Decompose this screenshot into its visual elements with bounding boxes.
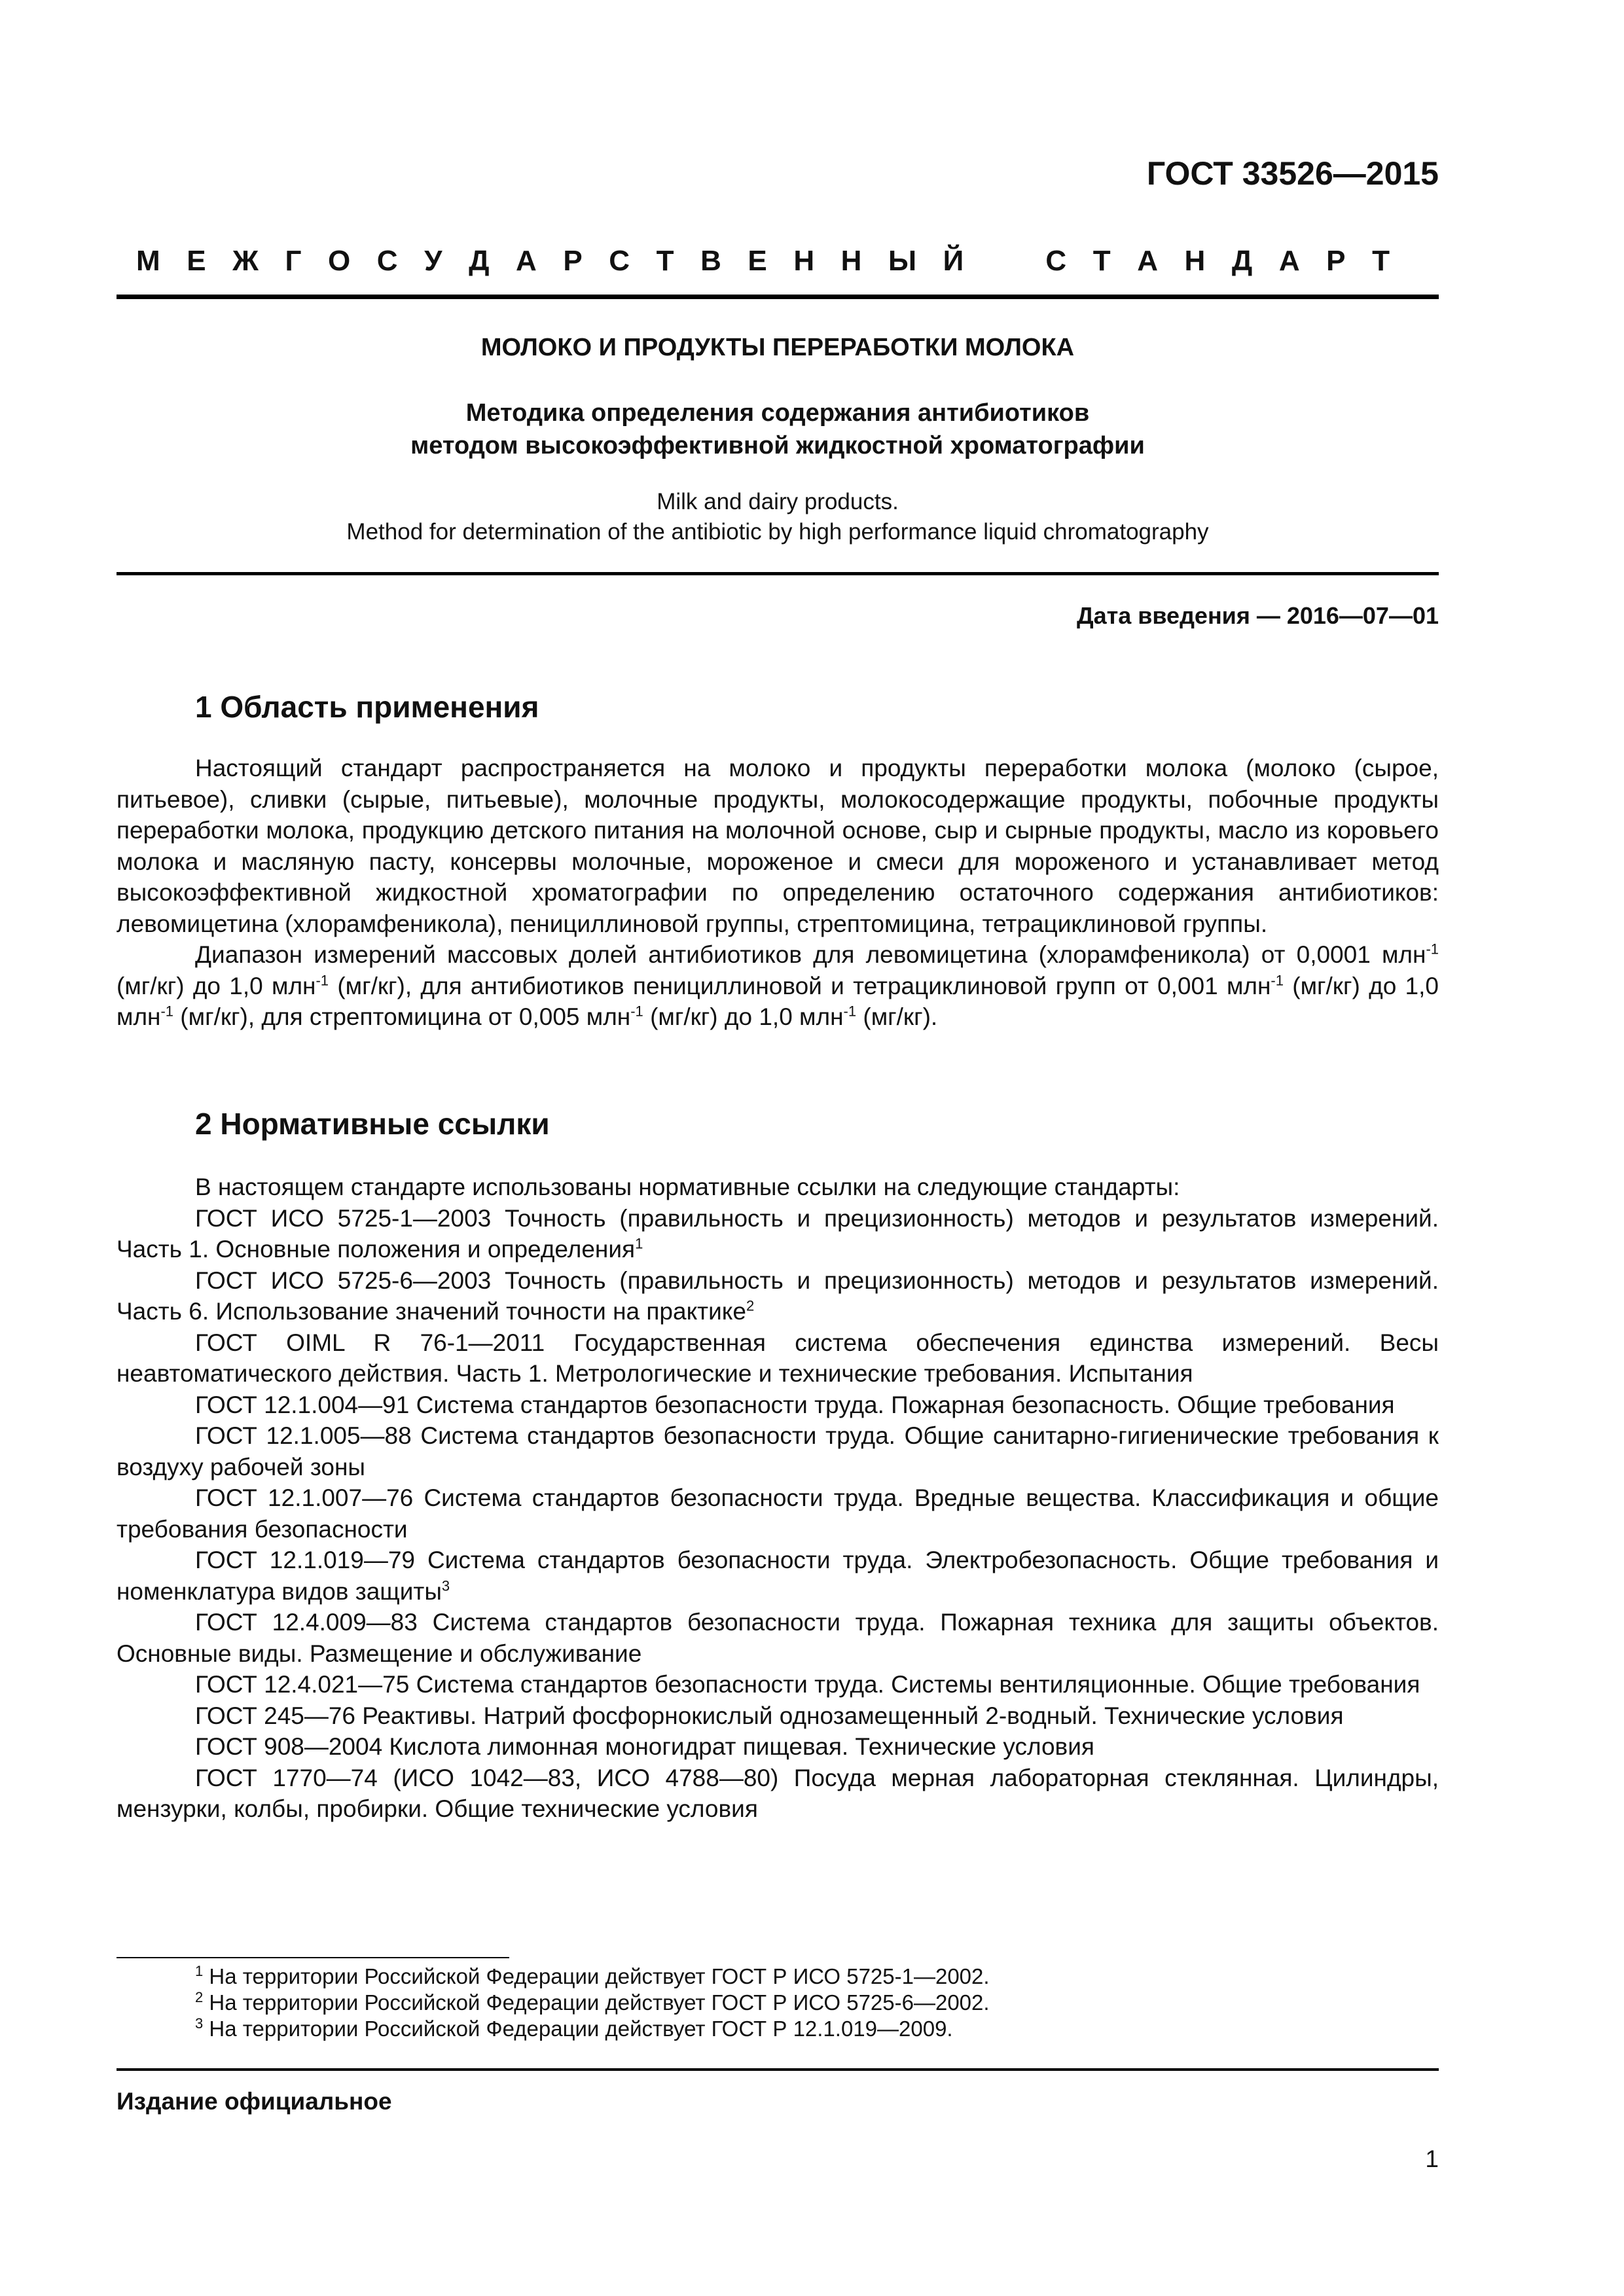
official-edition-label: Издание официальное [117, 2088, 392, 2115]
header-rule [117, 295, 1439, 299]
banner-letter: А [1137, 245, 1158, 277]
document-page [117, 0, 1439, 2296]
section-1-body [117, 753, 1439, 1033]
banner-letter: Ж [232, 245, 259, 277]
banner-letter: У [424, 245, 442, 277]
page-number: 1 [1425, 2145, 1439, 2172]
footnote-separator [117, 1957, 509, 1958]
banner-letter: В [700, 245, 721, 277]
banner-letter: Д [1231, 245, 1253, 277]
banner-letter: А [516, 245, 537, 277]
banner-letter: Д [469, 245, 490, 277]
banner-letter: С [609, 245, 630, 277]
subtitle-line-1: Методика определения содержания антибиотиков [465, 399, 1090, 427]
english-title-line-2: Method for determination of the antibiotic by high performance liquid chromatography [346, 519, 1209, 545]
banner-letter: Е [187, 245, 206, 277]
subtitle-line-2: методом высокоэффективной жидкостной хроматографии [410, 432, 1145, 459]
reference-item: ГОСТ 1770—74 (ИСО 1042—83, ИСО 4788—80) Посуда мерная лабораторная стеклянная. Цилиндры, мензурки, колбы, пробирки. Общие технические условия [117, 1764, 1439, 1822]
footer-rule [117, 2068, 1439, 2071]
interstate-standard-banner [136, 245, 1390, 278]
footnote-marker: 2 [746, 1297, 755, 1314]
banner-letter: Г [285, 245, 302, 277]
standard-code: ГОСТ 33526—2015 [1146, 155, 1439, 192]
reference-item: ГОСТ 12.1.019—79 Система стандартов безопасности труда. Электробезопасность. Общие требования и номенклатура видов защиты$^3$ [117, 1547, 1439, 1605]
section-1-heading: 1 Область применения [195, 690, 539, 724]
references-intro: В настоящем стандарте использованы нормативные ссылки на следующие стандарты: [195, 1174, 1180, 1200]
banner-letter: Й [943, 245, 964, 277]
section-2-heading: 2 Нормативные ссылки [195, 1107, 550, 1141]
document-subtitle [117, 397, 1439, 462]
banner-letter: С [376, 245, 398, 277]
footnote-marker: 1 [635, 1235, 643, 1252]
footnote-item: $^1$ На территории Российской Федерации действует ГОСТ Р ИСО 5725-1—2002. [195, 1963, 990, 1988]
section-2-body [117, 1172, 1439, 1825]
footnotes [195, 1964, 990, 2042]
banner-letter: Н [793, 245, 815, 277]
range-paragraph: Диапазон измерений массовых долей антибиотиков для левомицетина (хлорамфеникола) от 0,0001 млн$^{-1}$ (мг/кг) до 1,0 млн$^{-1}$ (мг/кг), для антибиотиков пенициллиновой и тетрациклиновой групп от 0,001 млн$^{-1}$ (мг/кг) до 1,0 млн$^{-1}$ (мг/кг), для стрептомицина от 0,005 млн$^{-1}$ (мг/кг) до 1,0 млн$^{-1}$ (мг/кг). [117, 941, 1439, 1030]
title-rule [117, 572, 1439, 575]
reference-item: ГОСТ 12.4.021—75 Система стандартов безопасности труда. Системы вентиляционные. Общие требования [195, 1671, 1420, 1698]
reference-item: ГОСТ 12.1.007—76 Система стандартов безопасности труда. Вредные вещества. Классификация и общие требования безопасности [117, 1484, 1439, 1543]
banner-letter: Т [1092, 245, 1111, 277]
banner-letter: Н [1184, 245, 1206, 277]
scope-paragraph: Настоящий стандарт распространяется на молоко и продукты переработки молока (молоко (сырое, питьевое), сливки (сырые, питьевые), молочные продукты, молокосодержащие продукты, побочные продукты переработки молока, продукцию детского питания на молочной основе, сыр и сырные продукты, масло из коровьего молока и масляную пасту, консервы молочные, мороженое и смеси для мороженого и устанавливает метод высокоэффективной жидкостной хроматографии по определению остаточного содержания антибиотиков: левомицетина (хлорамфеникола), пенициллиновой группы, стрептомицина, тетрациклиновой группы. [117, 755, 1439, 937]
banner-word-gap [990, 245, 1019, 278]
introduction-date: Дата введения — 2016—07—01 [1076, 602, 1439, 629]
banner-letter: М [136, 245, 160, 277]
banner-letter: Е [748, 245, 767, 277]
banner-letter: Т [656, 245, 674, 277]
banner-letter: Ы [888, 245, 917, 277]
reference-item: ГОСТ ИСО 5725-1—2003 Точность (правильность и прецизионность) методов и результатов измерений. Часть 1. Основные положения и определения$^1$ [117, 1204, 1439, 1263]
english-title [117, 487, 1439, 547]
reference-item: ГОСТ 908—2004 Кислота лимонная моногидрат пищевая. Технические условия [195, 1733, 1094, 1760]
footnote-marker: 3 [441, 1577, 450, 1594]
english-title-line-1: Milk and dairy products. [657, 489, 899, 514]
reference-item: ГОСТ 245—76 Реактивы. Натрий фосфорнокислый однозамещенный 2-водный. Технические условия [195, 1702, 1344, 1729]
footnote-item: $^2$ На территории Российской Федерации действует ГОСТ Р ИСО 5725-6—2002. [195, 1989, 990, 2015]
banner-letter: А [1278, 245, 1300, 277]
banner-letter: Р [1326, 245, 1346, 277]
banner-letter: О [328, 245, 351, 277]
banner-letter: С [1045, 245, 1067, 277]
reference-item: ГОСТ OIML R 76-1—2011 Государственная система обеспечения единства измерений. Весы неавтоматического действия. Часть 1. Метрологические и технические требования. Испытания [117, 1329, 1439, 1387]
banner-letter: Т [1372, 245, 1390, 277]
reference-item: ГОСТ 12.4.009—83 Система стандартов безопасности труда. Пожарная техника для защиты объектов. Основные виды. Размещение и обслуживание [117, 1609, 1439, 1667]
document-title: МОЛОКО И ПРОДУКТЫ ПЕРЕРАБОТКИ МОЛОКА [480, 334, 1075, 361]
banner-letter: Р [563, 245, 583, 277]
reference-item: ГОСТ 12.1.004—91 Система стандартов безопасности труда. Пожарная безопасность. Общие требования [195, 1391, 1395, 1418]
footnote-item: $^3$ На территории Российской Федерации действует ГОСТ Р 12.1.019—2009. [195, 2015, 953, 2041]
banner-letter: Н [840, 245, 862, 277]
reference-item: ГОСТ 12.1.005—88 Система стандартов безопасности труда. Общие санитарно-гигиенические требования к воздуху рабочей зоны [117, 1422, 1439, 1480]
reference-item: ГОСТ ИСО 5725-6—2003 Точность (правильность и прецизионность) методов и результатов измерений. Часть 6. Использование значений точности на практике$^2$ [117, 1266, 1439, 1325]
